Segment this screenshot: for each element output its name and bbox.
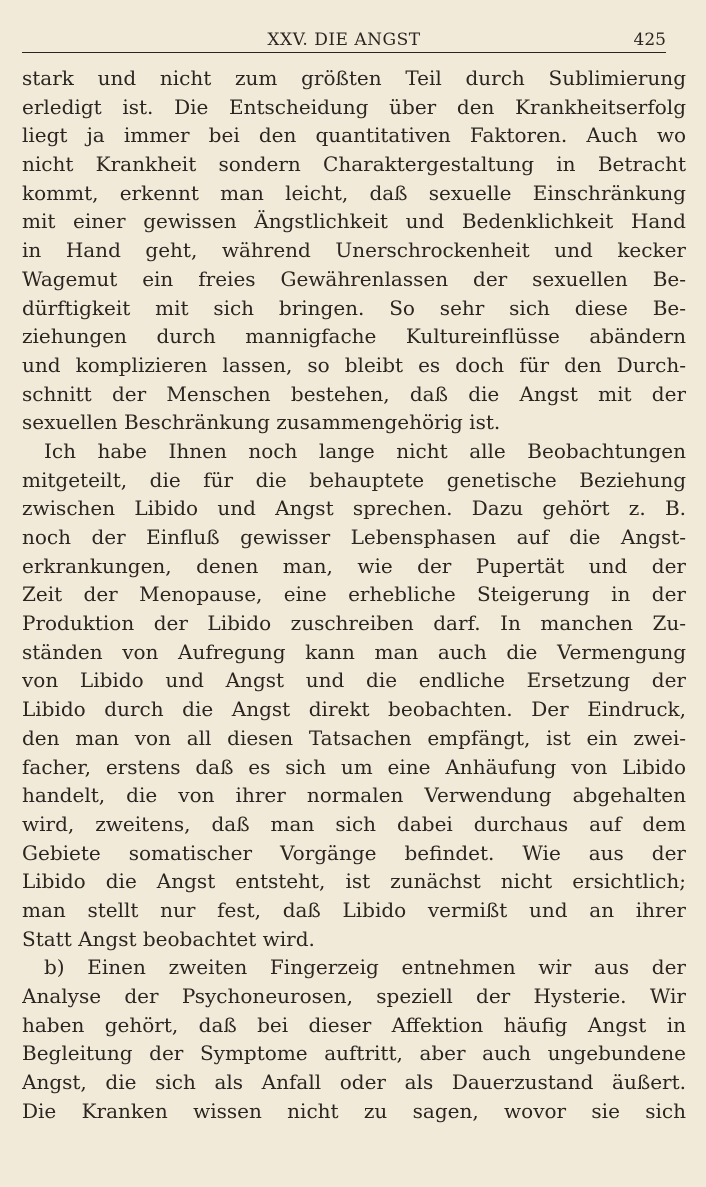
text-line: nicht Krankheit sondern Charaktergestaltung in Betracht xyxy=(22,152,686,177)
text-line: facher, erstens daß es sich um eine Anhäufung von Libido xyxy=(22,754,686,779)
paragraph-1 xyxy=(22,64,686,437)
text-line: Statt Angst beobachtet wird. xyxy=(22,926,315,951)
paragraph-3 xyxy=(22,953,686,1125)
text-line: Produktion der Libido zuschreiben darf. In manchen Zu- xyxy=(22,611,686,636)
text-line: schnitt der Menschen bestehen, daß die Angst mit der xyxy=(22,381,686,406)
text-line: wird, zweitens, daß man sich dabei durchaus auf dem xyxy=(22,811,686,836)
text-line: Zeit der Menopause, eine erhebliche Steigerung in der xyxy=(22,582,686,607)
text-line: man stellt nur fest, daß Libido vermißt und an ihrer xyxy=(22,897,686,922)
text-line: in Hand geht, während Unerschrockenheit und kecker xyxy=(22,238,686,263)
paragraph-2 xyxy=(22,437,686,953)
text-line: ziehungen durch mannigfache Kultureinflüsse abändern xyxy=(22,324,686,349)
text-line: stark und nicht zum größten Teil durch Sublimierung xyxy=(22,66,686,90)
page-number: 425 xyxy=(633,30,666,50)
text-line: Wagemut ein freies Gewährenlassen der sexuellen Be- xyxy=(22,266,686,291)
text-line: liegt ja immer bei den quantitativen Faktoren. Auch wo xyxy=(22,123,686,148)
text-line: kommt, erkennt man leicht, daß sexuelle Einschränkung xyxy=(22,180,686,205)
text-line: b) Einen zweiten Fingerzeig entnehmen wir aus der xyxy=(44,955,686,980)
text-line: Angst, die sich als Anfall oder als Dauerzustand äußert. xyxy=(22,1070,686,1095)
text-line: ständen von Aufregung kann man auch die Vermengung xyxy=(22,639,686,664)
running-head xyxy=(22,30,666,53)
text-line: Die Kranken wissen nicht zu sagen, wovor sie sich xyxy=(22,1098,686,1123)
text-line: dürftigkeit mit sich bringen. So sehr sich diese Be- xyxy=(22,295,686,320)
body-text xyxy=(22,64,686,1125)
text-line: und komplizieren lassen, so bleibt es doch für den Durch- xyxy=(22,352,686,377)
text-line: erledigt ist. Die Entscheidung über den Krankheitserfolg xyxy=(22,94,686,119)
text-line: Libido durch die Angst direkt beobachten. Der Eindruck, xyxy=(22,697,686,722)
text-line: mitgeteilt, die für die behauptete genetische Beziehung xyxy=(22,467,686,492)
text-line: mit einer gewissen Ängstlichkeit und Bedenklichkeit Hand xyxy=(22,209,686,234)
text-line: Gebiete somatischer Vorgänge befindet. Wie aus der xyxy=(22,840,686,865)
chapter-title: XXV. DIE ANGST xyxy=(267,30,421,50)
text-line: sexuellen Beschränkung zusammengehörig ist. xyxy=(22,410,501,435)
text-line: den man von all diesen Tatsachen empfängt, ist ein zwei- xyxy=(22,725,686,750)
text-line: Ich habe Ihnen noch lange nicht alle Beobachtungen xyxy=(44,438,686,463)
text-line: noch der Einfluß gewisser Lebensphasen auf die Angst- xyxy=(22,525,686,549)
text-line: erkrankungen, denen man, wie der Pupertät und der xyxy=(22,553,686,578)
text-line: von Libido und Angst und die endliche Ersetzung der xyxy=(22,668,686,693)
text-line: Analyse der Psychoneurosen, speziell der Hysterie. Wir xyxy=(22,984,686,1008)
text-line: Libido die Angst entsteht, ist zunächst nicht ersichtlich; xyxy=(22,869,686,894)
text-line: zwischen Libido und Angst sprechen. Dazu gehört z. B. xyxy=(22,496,686,521)
text-line: haben gehört, daß bei dieser Affektion häufig Angst in xyxy=(22,1012,686,1037)
text-line: handelt, die von ihrer normalen Verwendung abgehalten xyxy=(22,783,686,808)
text-line: Begleitung der Symptome auftritt, aber auch ungebundene xyxy=(22,1041,686,1066)
